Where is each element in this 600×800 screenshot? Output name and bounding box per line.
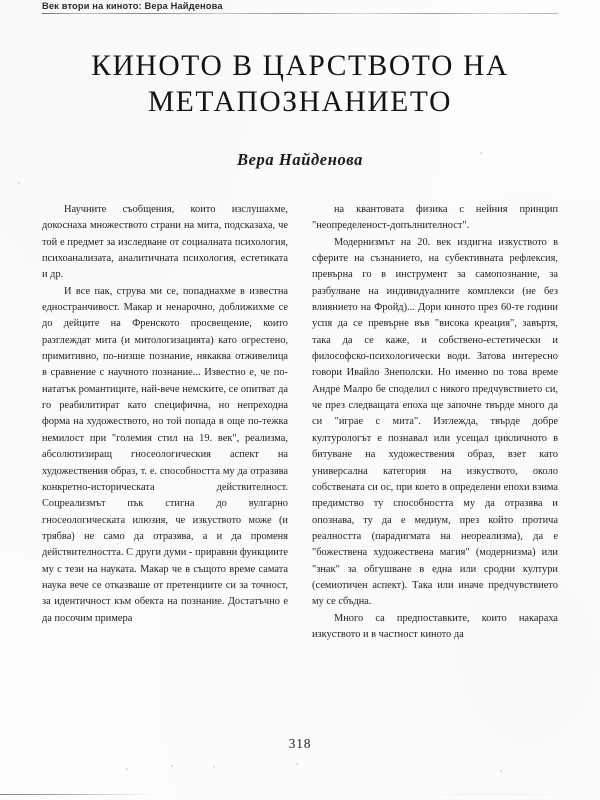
- running-header-text: Век втори на киното: Вера Найденова: [42, 1, 223, 11]
- header-divider-rule: [42, 13, 558, 14]
- scan-speck: [171, 765, 173, 767]
- scan-edge-artifact: [0, 794, 600, 795]
- scan-speck: [500, 770, 502, 772]
- scan-speck: [480, 152, 482, 154]
- page-number: 318: [288, 736, 312, 751]
- scan-speck: [296, 763, 298, 765]
- paragraph: Модернизмът на 20. век издигна изкуството в сферите на съзнанието, на субективната рефлексия, превърна го в инструмент за самопознание, за разбулване на индивидуалните комплекси (не без влиянието на Фройд)... Дори киното през 60-те години успя да се превърне във "висока креация", завъртя, така да се каже, и собствено-естетически и философско-психологически води. Затова интересно говори Ивайло Знеполски. Но именно по това време Андре Малро бе споделил с някого предчувствието си, че през следващата епоха ще започне твърде много да си "играе с мита". Изглежда, твърде добре културологът е познавал или усещал цикличното в битуване на художествения образ, взет като универсална категория на изкуството, около собствената си ос, при което в определени епохи взима предимство ту способността му да отразява и опознава, ту да е медиум, през който протича реалността (парадигмата на неореализма), да е "божествена художествена магия" (модернизма) или "знак" за обгушване в една или сродни култури (семиотичен аспект). Така или иначе предчувствието му се сбъдна.: [312, 236, 558, 608]
- paragraph: И все пак, струва ми се, попаднахме в известна едностранчивост. Макар и ненарочно, доближихме се до дейците на Френското просвещение, които разглеждат мита (и митологизацията) като огрестено, примитивно, по-низше познание, някаква отживелица в сравнение с научното познание... Известно е, че по-нататък романтиците, най-вече немските, се опитват да го реабилитират като специфична, но непреходна форма на художеството, но той попада в още по-тежка немилост при "големия стил на 19. век", реализма, абсолютизиращ гносеологическия аспект на художествения образ, т. е. способността му да отразява конкретно-историческата действителност. Соцреализмът пък стигна до вулгарно гносеологическата илюзия, че изкуството може (и трябва) не само да отразява, а и да променя действителността. С други думи - приравни функциите му с тези на науката. Макар че в същото време самата наука вече се отказваше от претенциите си за точност, за идентичност към обекта на познание. Достатъчно е да посочим примера: [42, 285, 288, 624]
- scan-speck: [262, 778, 263, 779]
- title-block: [60, 48, 540, 120]
- scan-speck: [213, 766, 215, 768]
- scan-speck: [18, 182, 20, 184]
- author-byline: Вера Найденова: [236, 150, 364, 169]
- page-title: КИНОТО В ЦАРСТВОТО НА МЕТАПОЗНАНИЕТО: [91, 50, 509, 118]
- paragraph: Много са предпоставките, които накараха изкуството и в частност киното да: [312, 612, 558, 640]
- text-column-left: [42, 202, 288, 722]
- running-header: [42, 0, 558, 18]
- paragraph: на квантовата физика с нейния принцип "неопределеност-допълнителност".: [312, 204, 558, 232]
- body-columns: [42, 202, 558, 722]
- scan-speck: [126, 768, 128, 770]
- paragraph: Научните съобщения, които изслушахме, докоснаха множеството страни на мита, подсказаха, че той е предмет за изследване от социалната психология, психоанализата, аналитичната психология, естетиката и др.: [42, 204, 288, 281]
- text-column-right: [312, 202, 558, 722]
